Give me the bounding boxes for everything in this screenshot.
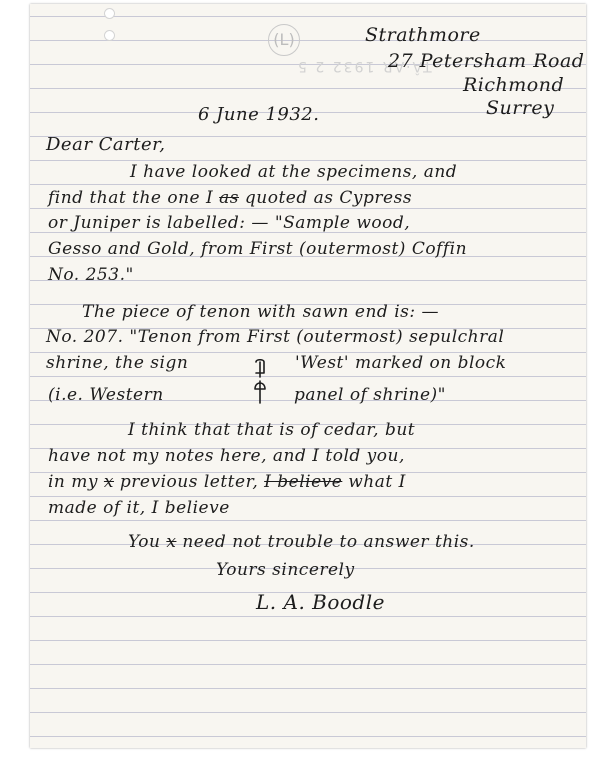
address-line-1: Strathmore — [365, 24, 481, 46]
body-line: No. 253." — [48, 265, 134, 285]
body-line: Gesso and Gold, from First (outermost) Coffin — [48, 239, 468, 259]
punch-hole — [104, 8, 115, 19]
struck-word: x — [166, 532, 177, 552]
body-line: The piece of tenon with sawn end is: — — [82, 302, 439, 322]
struck-word: I believe — [264, 472, 343, 492]
body-line: No. 207. "Tenon from First (outermost) sepulchral — [46, 327, 505, 347]
body-line: You x need not trouble to answer this. — [128, 532, 475, 552]
body-line: find that the one I as quoted as Cypress — [48, 188, 413, 208]
punch-hole — [104, 30, 115, 41]
west-sign-glyph — [252, 359, 268, 405]
body-line: have not my notes here, and I told you, — [48, 446, 405, 466]
salutation: Dear Carter, — [46, 134, 166, 155]
letter-date: 6 June 1932. — [198, 104, 320, 125]
body-line: I have looked at the specimens, and — [130, 162, 458, 182]
address-line-3: Richmond — [463, 74, 565, 96]
signature: L. A. Boodle — [256, 590, 385, 614]
body-line: I think that that is of cedar, but — [128, 420, 416, 440]
body-line: panel of shrine)" — [294, 385, 446, 405]
body-line: (i.e. Western — [48, 385, 164, 405]
body-line: made of it, I believe — [48, 498, 230, 518]
body-line: in my x previous letter, I believe what I — [48, 472, 406, 492]
closing: Yours sincerely — [216, 560, 355, 580]
body-line: or Juniper is labelled: — "Sample wood, — [48, 213, 411, 233]
archive-stamp-text: TÂ·AR 1932 2 5 — [296, 58, 432, 74]
archive-stamp-mark: (L) — [268, 24, 300, 56]
body-line: 'West' marked on block — [295, 353, 507, 373]
address-line-2: 27 Petersham Road — [388, 50, 585, 72]
struck-word: as — [219, 188, 239, 208]
struck-word: x — [103, 472, 115, 492]
body-line: shrine, the sign — [46, 353, 189, 373]
address-line-4: Surrey — [486, 97, 555, 119]
